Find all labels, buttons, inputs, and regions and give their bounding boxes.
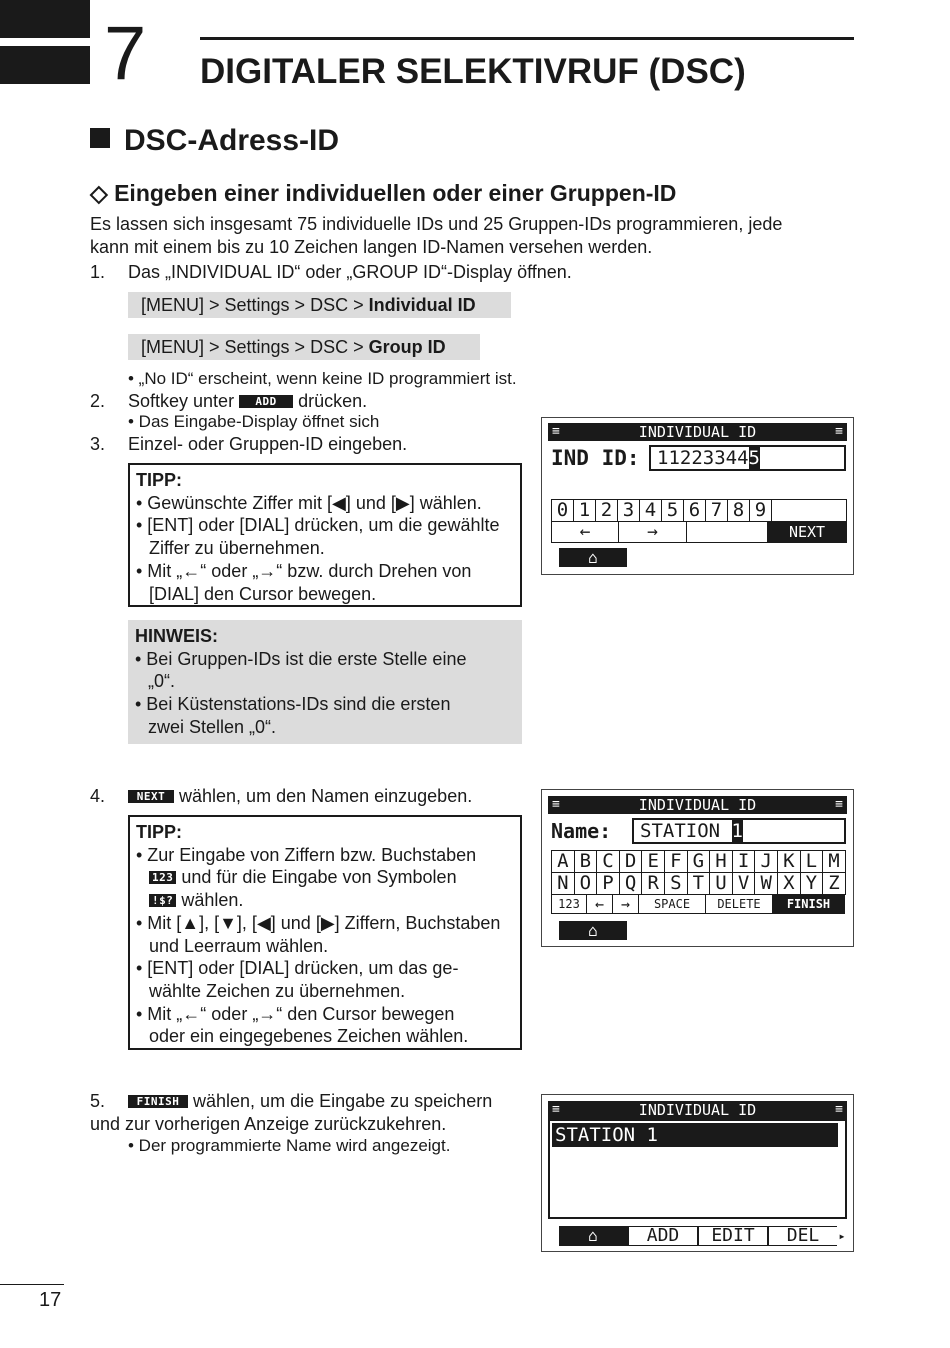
digit-key[interactable]: 9 (749, 499, 772, 522)
tip-bullet-cont: Ziffer zu übernehmen. (149, 538, 325, 559)
step-1-number: 1. (90, 262, 106, 282)
letter-key[interactable]: I (732, 850, 756, 873)
lcd-title: INDIVIDUAL ID (638, 796, 757, 814)
subsection-heading (90, 177, 676, 209)
menu-icon: ≡ (552, 1102, 560, 1117)
page-number: 17 (39, 1289, 62, 1311)
tip-text: und für die Eingabe von Symbolen (181, 867, 457, 888)
menu-icon: ≡ (835, 424, 843, 439)
chapter-title: DIGITALER SELEKTIVRUF (DSC) (200, 52, 746, 91)
step-4-number: 4. (90, 786, 106, 806)
letter-key[interactable]: F (664, 850, 688, 873)
name-softkey-row (551, 894, 845, 914)
cursor-left-key[interactable]: ← (586, 894, 613, 914)
note-bullet: • Bei Küstenstations-IDs sind die ersten (135, 694, 451, 715)
delete-key[interactable]: DELETE (705, 894, 773, 914)
home-icon[interactable]: ⌂ (559, 548, 627, 567)
menu-path-target: Individual ID (368, 295, 476, 315)
list-softkey-row (559, 1226, 847, 1246)
digit-key-empty (771, 499, 847, 522)
name-label: Name: (551, 819, 612, 843)
name-value: STATION (640, 820, 732, 842)
finish-key[interactable]: FINISH (772, 894, 845, 914)
text-cursor: 5 (748, 447, 760, 469)
letter-key[interactable]: G (687, 850, 711, 873)
tip-box-1 (128, 463, 522, 607)
step-1-note: • „No ID“ erscheint, wenn keine ID programmiert ist. (128, 369, 517, 388)
tip-bullet: • [ENT] oder [DIAL] drücken, um das ge- (136, 958, 459, 979)
tip-bullet: • Mit „←“ oder „→“ bzw. durch Drehen von (136, 560, 472, 581)
chapter-tab-bottom (0, 46, 90, 84)
letter-key[interactable]: H (709, 850, 733, 873)
note-box (128, 620, 522, 744)
square-bullet-icon (90, 128, 110, 148)
letter-key[interactable]: R (641, 872, 665, 895)
intro-line-1: Es lassen sich insgesamt 75 individuelle IDs und 25 Gruppen-IDs programmieren, jede (90, 214, 783, 234)
tip-title: TIPP: (136, 470, 183, 490)
step-2-note: • Das Eingabe-Display öffnet sich (128, 412, 380, 431)
tip-bullet-cont: oder ein eingegebenes Zeichen wählen. (149, 1026, 469, 1047)
lcd-title: INDIVIDUAL ID (638, 1101, 757, 1119)
step-2-before: Softkey unter (128, 391, 235, 411)
tip-bullet-cont (136, 889, 514, 912)
letter-key[interactable]: W (754, 872, 778, 895)
tip-bullet: • [ENT] oder [DIAL] drücken, um die gewählte (136, 515, 500, 536)
cursor-left-key[interactable]: ← (551, 521, 619, 543)
lcd-title-bar (548, 423, 847, 441)
step-3-number: 3. (90, 434, 106, 454)
menu-icon: ≡ (552, 797, 560, 812)
step-5-line-2: und zur vorherigen Anzeige zurückzukehren. (90, 1114, 447, 1134)
next-key[interactable]: NEXT (767, 521, 847, 543)
step-5-line-1 (128, 1090, 492, 1113)
menu-path-text: [MENU] > Settings > DSC > (141, 337, 369, 357)
ind-id-label: IND ID: (551, 446, 640, 470)
tip-bullet: • Mit „←“ oder „→“ den Cursor bewegen (136, 1003, 455, 1024)
digit-key[interactable]: 8 (727, 499, 750, 522)
lcd-screen-name-entry (541, 789, 854, 947)
digit-key[interactable]: 3 (617, 499, 640, 522)
letter-key[interactable]: B (574, 850, 598, 873)
tip-title: TIPP: (136, 822, 183, 842)
digit-row (551, 499, 847, 522)
menu-path-group (128, 334, 480, 360)
note-bullet-cont: „0“. (148, 671, 175, 692)
menu-icon: ≡ (552, 424, 560, 439)
letter-key[interactable]: C (596, 850, 620, 873)
name-input[interactable] (632, 818, 846, 844)
menu-path-text: [MENU] > Settings > DSC > (141, 295, 369, 315)
tip-bullet-cont: und Leerraum wählen. (149, 935, 329, 956)
empty-key (686, 521, 768, 543)
home-icon[interactable]: ⌂ (559, 921, 627, 940)
letter-key[interactable]: U (709, 872, 733, 895)
cursor-right-key[interactable]: → (618, 521, 687, 543)
ind-id-input[interactable] (649, 445, 846, 471)
menu-path-individual (128, 292, 511, 318)
tip-bullet-cont: wählte Zeichen zu übernehmen. (149, 980, 406, 1001)
menu-icon: ≡ (835, 797, 843, 812)
digit-key[interactable]: 0 (551, 499, 574, 522)
lcd-screen-individual-id-entry (541, 417, 854, 575)
section-heading (90, 121, 339, 161)
diamond-icon: ◇ (90, 180, 108, 206)
letter-key[interactable]: J (754, 850, 778, 873)
intro-line-2: kann mit einem bis zu 10 Zeichen langen ID-Namen versehen werden. (90, 237, 653, 257)
step-4-after: wählen, um den Namen einzugeben. (179, 786, 473, 806)
digit-key[interactable]: 4 (639, 499, 662, 522)
section-title: DSC-Adress-ID (124, 124, 340, 157)
step-4-text (128, 785, 472, 808)
chapter-rule (200, 37, 854, 40)
subsection-title: Eingeben einer individuellen oder einer Gruppen-ID (114, 180, 677, 206)
key-symbol-icon: !$? (149, 894, 176, 907)
letter-key[interactable]: Q (619, 872, 643, 895)
id-list (548, 1119, 847, 1219)
tip-bullet-cont: [DIAL] den Cursor bewegen. (149, 583, 377, 604)
step-5-text: wählen, um die Eingabe zu speichern (193, 1091, 493, 1111)
lcd-title-bar (548, 1101, 847, 1119)
step-2-text (128, 390, 367, 413)
step-3-text: Einzel- oder Gruppen-ID eingeben. (128, 434, 408, 454)
text-cursor: 1 (731, 820, 743, 842)
digit-key[interactable]: 6 (683, 499, 706, 522)
tip-text: wählen. (181, 890, 244, 911)
step-5-number: 5. (90, 1091, 106, 1111)
step-2-after: drücken. (298, 391, 368, 411)
home-icon[interactable]: ⌂ (588, 1226, 598, 1245)
letter-key[interactable]: O (574, 872, 598, 895)
digit-key[interactable]: 7 (705, 499, 728, 522)
chapter-number: 7 (104, 11, 147, 96)
letter-key[interactable]: A (551, 850, 575, 873)
letter-key[interactable]: T (687, 872, 711, 895)
lcd-title-bar (548, 796, 847, 814)
letter-row-2 (551, 872, 845, 895)
key-123[interactable]: 123 (551, 894, 587, 914)
letter-key[interactable]: Z (822, 872, 846, 895)
del-key[interactable]: DEL (769, 1227, 837, 1245)
list-item[interactable]: STATION 1 (552, 1123, 838, 1147)
more-arrow-icon[interactable]: ▸ (837, 1226, 847, 1246)
tip-box-2 (128, 815, 522, 1050)
ind-id-value: 11223344 (657, 447, 749, 469)
note-title: HINWEIS: (135, 626, 218, 646)
letter-key[interactable]: K (777, 850, 801, 873)
lcd-title: INDIVIDUAL ID (638, 423, 757, 441)
softkey-row (551, 521, 847, 543)
digit-key[interactable]: 2 (595, 499, 618, 522)
edit-key[interactable]: EDIT (699, 1227, 767, 1245)
lcd-screen-id-list (541, 1094, 854, 1252)
letter-key[interactable]: X (777, 872, 801, 895)
letter-key[interactable]: N (551, 872, 575, 895)
cursor-right-key[interactable]: → (612, 894, 639, 914)
add-softkey-icon: ADD (239, 395, 293, 408)
tip-bullet-cont (136, 866, 514, 889)
letter-key[interactable]: E (641, 850, 665, 873)
letter-key[interactable]: S (664, 872, 688, 895)
page-number-rule (0, 1284, 64, 1285)
note-bullet: • Bei Gruppen-IDs ist die erste Stelle eine (135, 648, 467, 669)
tip-bullet: • Zur Eingabe von Ziffern bzw. Buchstaben (136, 844, 477, 865)
finish-softkey-icon: FINISH (128, 1095, 188, 1108)
note-bullet-cont: zwei Stellen „0“. (148, 716, 277, 737)
step-2-number: 2. (90, 391, 106, 411)
space-key[interactable]: SPACE (638, 894, 706, 914)
letter-key[interactable]: P (596, 872, 620, 895)
next-softkey-icon: NEXT (128, 790, 174, 803)
letter-key[interactable]: V (732, 872, 756, 895)
add-key[interactable]: ADD (629, 1227, 697, 1245)
step-1-text: Das „INDIVIDUAL ID“ oder „GROUP ID“-Display öffnen. (128, 262, 572, 282)
letter-row-1 (551, 850, 845, 873)
tip-bullet: • Gewünschte Ziffer mit [◀] und [▶] wählen. (136, 492, 482, 513)
tip-bullet: • Mit [▲], [▼], [◀] und [▶] Ziffern, Buchstaben (136, 912, 501, 933)
key-123-icon: 123 (149, 871, 176, 884)
letter-key[interactable]: L (800, 850, 824, 873)
step-5-note: • Der programmierte Name wird angezeigt. (128, 1136, 451, 1155)
digit-key[interactable]: 5 (661, 499, 684, 522)
letter-key[interactable]: Y (800, 872, 824, 895)
menu-icon: ≡ (835, 1102, 843, 1117)
letter-key[interactable]: M (822, 850, 846, 873)
digit-key[interactable]: 1 (573, 499, 596, 522)
menu-path-target: Group ID (368, 337, 446, 357)
chapter-tab-top (0, 0, 90, 38)
letter-key[interactable]: D (619, 850, 643, 873)
